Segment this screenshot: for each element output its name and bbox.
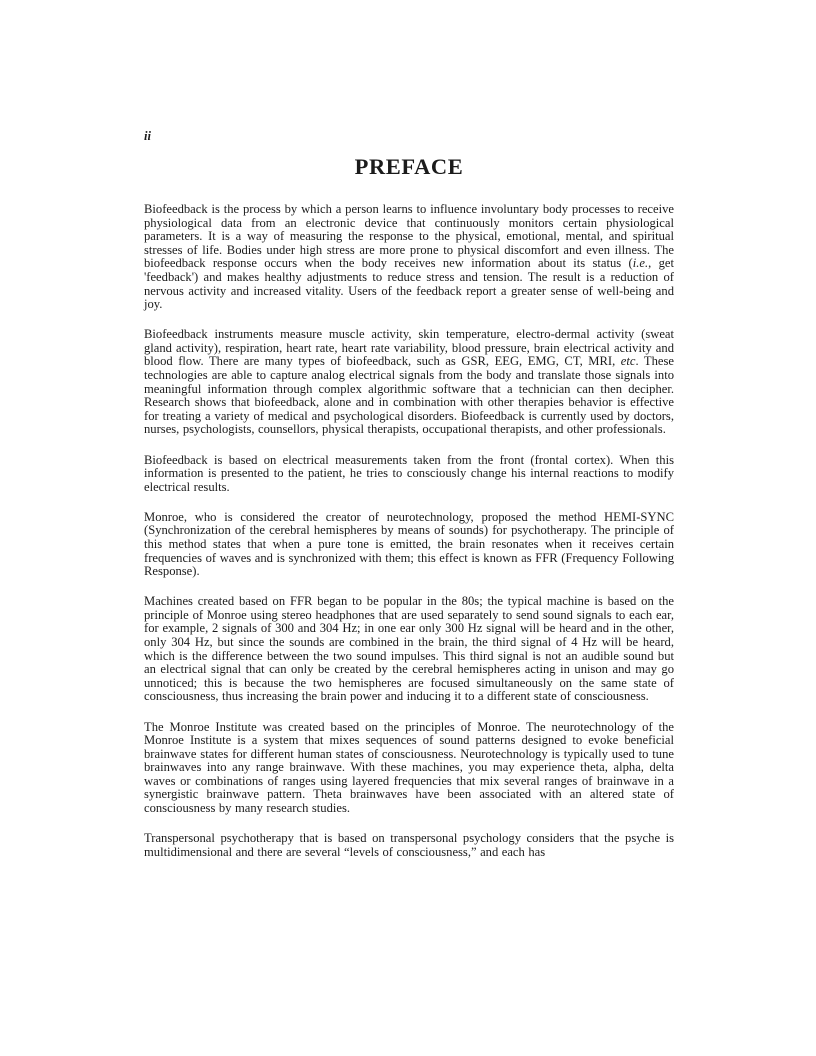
text-run: Transpersonal psychotherapy that is based on transpersonal psychology considers that the psyche is multidimensional and there are several “levels of consciousness,” and each has <box>144 831 674 859</box>
page-number: ii <box>144 129 151 143</box>
paragraph <box>144 454 674 495</box>
paragraph <box>144 832 674 859</box>
italic-text-run: etc <box>620 354 636 369</box>
paragraph <box>144 595 674 704</box>
paragraph <box>144 511 674 579</box>
italic-text-run: i.e. <box>632 256 649 271</box>
text-run: , get 'feedback') and makes healthy adjustments to reduce stress and tension. The result is a reduction of nervous activity and increased vitality. Users of the feedback report a greater sense of well-being and joy. <box>144 256 674 312</box>
text-run: Monroe, who is considered the creator of neurotechnology, proposed the method HEMI-SYNC (Synchronization of the cerebral hemispheres by means of sounds) for psychotherapy. The principle of this method states that when a pure tone is emitted, the brain resonates when it receives certain frequencies of waves and is synchronized with them; this effect is known as FFR (Frequency Following Response). <box>144 509 674 579</box>
paragraph <box>144 721 674 816</box>
page-title: PREFACE <box>354 154 464 179</box>
text-run: Biofeedback is based on electrical measurements taken from the front (frontal cortex). When this information is presented to the patient, he tries to consciously change his internal reactions to modify electrical results. <box>144 452 674 494</box>
paragraph <box>144 328 674 437</box>
paragraph <box>144 203 674 312</box>
text-run: . These technologies are able to capture analog electrical signals from the body and translate those signals into meaningful information through complex algorithmic software that a technician can then decipher. Research shows that biofeedback, alone and in combination with other therapies behavior is effective for treating a variety of medical and psychological disorders. Biofeedback is currently used by doctors, nurses, psychologists, counsellors, physical therapists, occupational therapists, and other professionals. <box>144 354 674 437</box>
text-run: Biofeedback is the process by which a person learns to influence involuntary body processes to receive physiological data from an electronic device that continuously monitors certain physiological parameters. It is a way of measuring the response to the physical, emotional, mental, and spiritual stresses of life. Bodies under high stress are more prone to physical discomfort and even illness. The biofeedback response occurs when the body receives new information about its status ( <box>144 202 674 271</box>
text-run: Biofeedback instruments measure muscle activity, skin temperature, electro-dermal activity (sweat gland activity), respiration, heart rate, heart rate variability, blood pressure, brain electrical activity and blood flow. There are many types of biofeedback, such as GSR, EEG, EMG, CT, MRI, <box>144 327 674 369</box>
text-run: The Monroe Institute was created based on the principles of Monroe. The neurotechnology of the Monroe Institute is a system that mixes sequences of sound patterns designed to evoke beneficial brainwave states for different human states of consciousness. Neurotechnology is typically used to tune brainwaves into any range brainwave. With these machines, you may experience theta, alpha, delta waves or combinations of ranges using layered frequencies that mix several ranges of brainwave in a synergistic brainwave pattern. Theta brainwaves have been associated with an altered state of consciousness by many research studies. <box>144 719 674 816</box>
preface-body <box>144 203 674 859</box>
text-run: Machines created based on FFR began to be popular in the 80s; the typical machine is based on the principle of Monroe using stereo headphones that are used separately to send sound signals to each ear, for example, 2 signals of 300 and 304 Hz; in one ear only 300 Hz signal will be heard and in the other, only 304 Hz, but since the sounds are combined in the brain, the third signal of 4 Hz will be heard, which is the difference between the two sound impulses. This third signal is not an audible sound but an electrical signal that can only be created by the cerebral hemispheres acting in unison and may go unnoticed; this is because the two hemispheres are focused simultaneously on the same state of consciousness, thus increasing the brain power and inducing it to a different state of consciousness. <box>144 594 674 704</box>
